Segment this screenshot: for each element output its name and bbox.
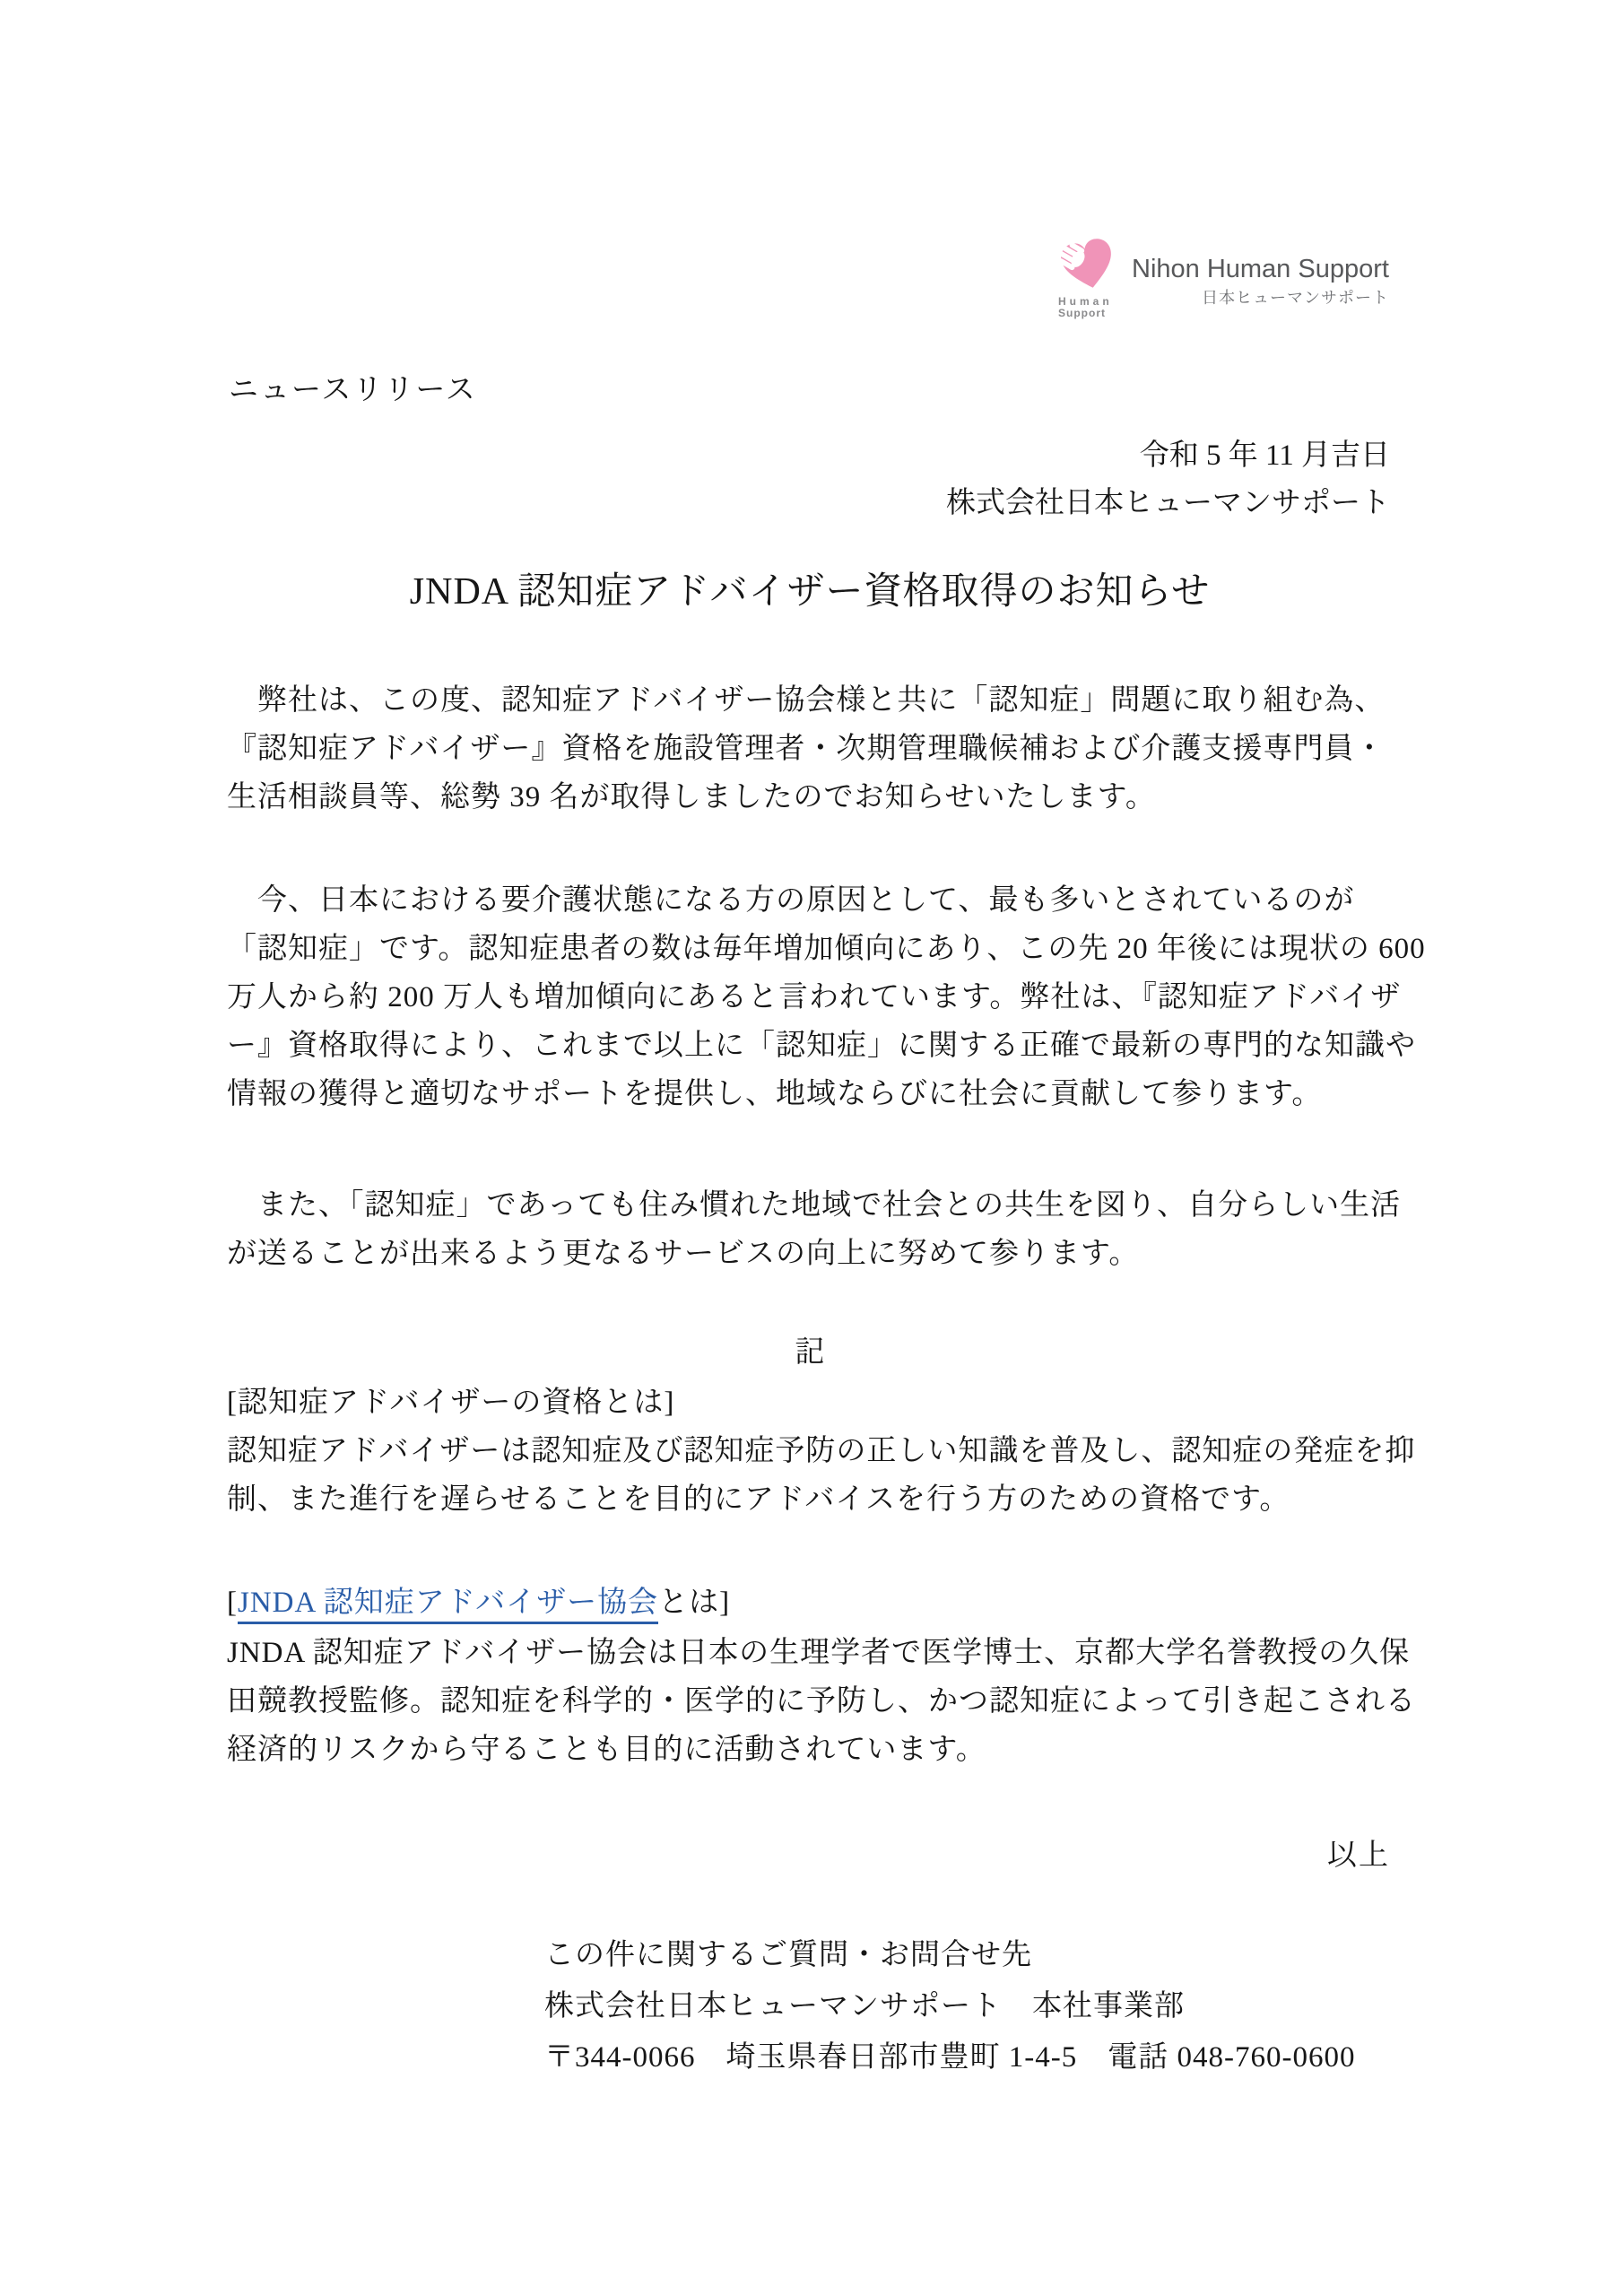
logo-company-name-jp: 日本ヒューマンサポート bbox=[1201, 289, 1389, 307]
section-advisor-body bbox=[227, 1427, 1416, 1524]
jnda-association-link[interactable]: JNDA 認知症アドバイザー協会 bbox=[238, 1587, 658, 1624]
logo-caption-line2: Support bbox=[1058, 307, 1106, 319]
contact-company: 株式会社日本ヒューマンサポート 本社事業部 bbox=[544, 1990, 1185, 2022]
bracket-open: [ bbox=[227, 1587, 238, 1619]
text-line: 制、また進行を遅らせることを目的にアドバイスを行う方のための資格です。 bbox=[227, 1483, 1290, 1516]
heart-hand-logo-icon bbox=[1058, 237, 1117, 291]
paragraph-background bbox=[227, 876, 1426, 1118]
ki-marker: 記 bbox=[795, 1336, 825, 1369]
page-title: JNDA 認知症アドバイザー資格取得のお知らせ bbox=[409, 571, 1211, 613]
paragraph-commitment bbox=[227, 1181, 1402, 1278]
text-line: 今、日本における要介護状態になる方の原因として、最も多いとされているのが bbox=[227, 884, 1355, 917]
text-line: 弊社は、この度、認知症アドバイザー協会様と共に「認知症」問題に取り組む為、 bbox=[227, 684, 1386, 717]
section-advisor-heading: [認知症アドバイザーの資格とは] bbox=[227, 1387, 675, 1419]
text-line: ー』資格取得により、これまで以上に「認知症」に関する正確で最新の専門的な知識や bbox=[227, 1030, 1416, 1062]
paragraph-announcement bbox=[227, 676, 1394, 822]
logo-company-name-en: Nihon Human Support bbox=[1132, 255, 1389, 283]
contact-heading: この件に関するご質問・お問合せ先 bbox=[544, 1939, 1032, 1971]
text-line: 生活相談員等、総勢 39 名が取得しましたのでお知らせいたします。 bbox=[227, 781, 1156, 813]
logo-mark bbox=[1058, 237, 1121, 319]
text-line: 情報の獲得と適切なサポートを提供し、地域ならびに社会に貢献して参ります。 bbox=[227, 1078, 1323, 1110]
text-line: 『認知症アドバイザー』資格を施設管理者・次期管理職候補および介護支援専門員・ bbox=[227, 733, 1386, 765]
text-line: 万人から約 200 万人も増加傾向にあると言われています。弊社は、『認知症アドバイザ bbox=[227, 981, 1402, 1013]
company-logo bbox=[1058, 237, 1389, 319]
text-line: 経済的リスクから守ることも目的に活動されています。 bbox=[227, 1734, 986, 1766]
closing-ijou: 以上 bbox=[1327, 1839, 1390, 1872]
text-line: また、「認知症」であっても住み慣れた地域で社会との共生を図り、自分らしい生活 bbox=[227, 1189, 1402, 1222]
contact-address-phone: 〒344-0066 埼玉県春日部市豊町 1-4-5 電話 048-760-0600 bbox=[544, 2041, 1356, 2074]
logo-names bbox=[1132, 256, 1389, 307]
heading-suffix: とは] bbox=[658, 1587, 731, 1619]
section-jnda-heading bbox=[227, 1578, 1394, 1621]
text-line: 認知症アドバイザーは認知症及び認知症予防の正しい知識を普及し、認知症の発症を抑 bbox=[227, 1435, 1416, 1467]
issuing-company: 株式会社日本ヒューマンサポート bbox=[946, 487, 1390, 519]
logo-caption-line1: Human bbox=[1058, 295, 1113, 308]
logo-caption bbox=[1058, 296, 1121, 319]
text-line: 田競教授監修。認知症を科学的・医学的に予防し、かつ認知症によって引き起こされる bbox=[227, 1685, 1416, 1718]
text-line: が送ることが出来るよう更なるサービスの向上に努めて参ります。 bbox=[227, 1238, 1140, 1270]
release-date: 令和 5 年 11 月吉日 bbox=[1139, 439, 1390, 472]
section-jnda-body bbox=[227, 1629, 1416, 1774]
text-line: JNDA 認知症アドバイザー協会は日本の生理学者で医学博士、京都大学名誉教授の久保 bbox=[227, 1637, 1411, 1669]
contact-block bbox=[544, 1930, 1355, 2083]
text-line: 「認知症」です。認知症患者の数は毎年増加傾向にあり、この先 20 年後には現状の 600 bbox=[227, 933, 1426, 965]
doc-type-label: ニュースリリース bbox=[229, 374, 477, 406]
date-company-block bbox=[946, 432, 1390, 527]
